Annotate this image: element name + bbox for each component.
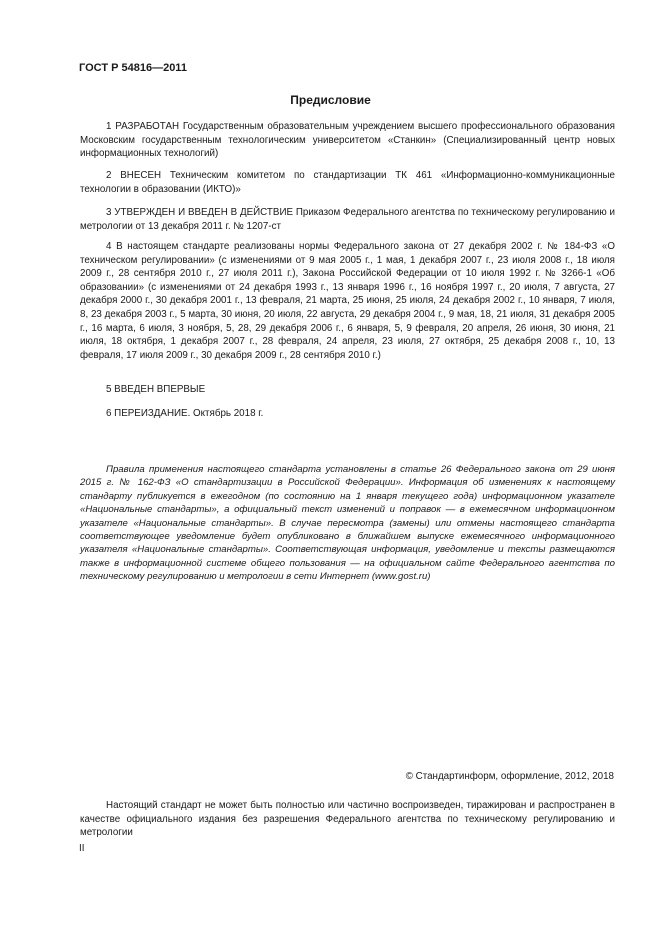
- preface-item-reissue: 6 ПЕРЕИЗДАНИЕ. Октябрь 2018 г.: [106, 408, 264, 419]
- preface-item-developed: 1 РАЗРАБОТАН Государственным образовательным учреждением высшего профессионального образования Московским государственным технологическим университетом «Станкин» (Специализированный центр новых информационных технологий): [80, 121, 615, 160]
- preface-title: Предисловие: [290, 93, 371, 107]
- preface-item-approved: 3 УТВЕРЖДЕН И ВВЕДЕН В ДЕЙСТВИЕ Приказом Федерального агентства по техническому регулированию и метрологии от 13 декабря 2011 г. № 1207-ст: [80, 207, 615, 232]
- reproduction-rights-notice: Настоящий стандарт не может быть полностью или частично воспроизведен, тиражирован и распространен в качестве официального издания без разрешения Федерального агентства по техническому регулированию и метрологии: [80, 800, 615, 839]
- preface-item-norms: 4 В настоящем стандарте реализованы нормы Федерального закона от 27 декабря 2002 г. № 184-ФЗ «О техническом регулировании» (с изменениями от 9 мая 2005 г., 1 мая, 1 декабря 2007 г., 23 июля 2008 г., 18 июля 2009 г., 28 сентября 2010 г., 27 июля 2011 г.), Закона Российской Федерации от 10 июля 1992 г. № 3266-1 «Об образовании» (с изменениями от 24 декабря 1993 г., 13 января 1996 г., 16 ноября 1997 г., 20 июля, 7 августа, 27 декабря 2000 г., 30 декабря 2001 г., 13 февраля, 21 марта, 25 июня, 25 июля, 24 декабря 2002 г., 10 января, 7 июля, 8, 23 декабря 2003 г., 5 марта, 30 июня, 20 июля, 22 августа, 29 декабря 2004 г., 9 мая, 18, 21 июля, 31 декабря 2005 г., 16 марта, 6 июля, 3 ноября, 5, 28, 29 декабря 2006 г., 6 января, 5, 9 февраля, 20 апреля, 26 июня, 30 июня, 21 июля, 18 октября, 1 декабря 2007 г., 28 февраля, 24 апреля, 23 июля, 27 октября, 25 декабря 2008 г., 10, 13 февраля, 17 июля 2009 г., 30 декабря 2009 г., 28 сентября 2010 г.): [80, 241, 615, 361]
- page-number: II: [79, 843, 85, 854]
- application-rules-notice: Правила применения настоящего стандарта установлены в статье 26 Федерального закона от 29 июня 2015 г. № 162-ФЗ «О стандартизации в Российской Федерации». Информация об изменениях к настоящему стандарту публикуется в ежегодном (по состоянию на 1 января текущего года) информационном указателе «Национальные стандарты», а официальный текст изменений и поправок — в ежемесячном информационном указателе «Национальные стандарты». В случае пересмотра (замены) или отмены настоящего стандарта соответствующее уведомление будет опубликовано в ближайшем выпуске ежемесячного информационного указателя «Национальные стандарты». Соответствующая информация, уведомление и тексты размещаются также в информационной системе общего пользования — на официальном сайте Федерального агентства по техническому регулированию и метрологии в сети Интернет (www.gost.ru): [80, 464, 615, 583]
- preface-item-submitted: 2 ВНЕСЕН Техническим комитетом по стандартизации ТК 461 «Информационно-коммуникационные технологии в образовании (ИКТО)»: [80, 170, 615, 195]
- preface-item-introduced: 5 ВВЕДЕН ВПЕРВЫЕ: [106, 384, 206, 395]
- copyright-line: © Стандартинформ, оформление, 2012, 2018: [405, 771, 614, 782]
- standard-code: ГОСТ Р 54816—2011: [79, 62, 187, 74]
